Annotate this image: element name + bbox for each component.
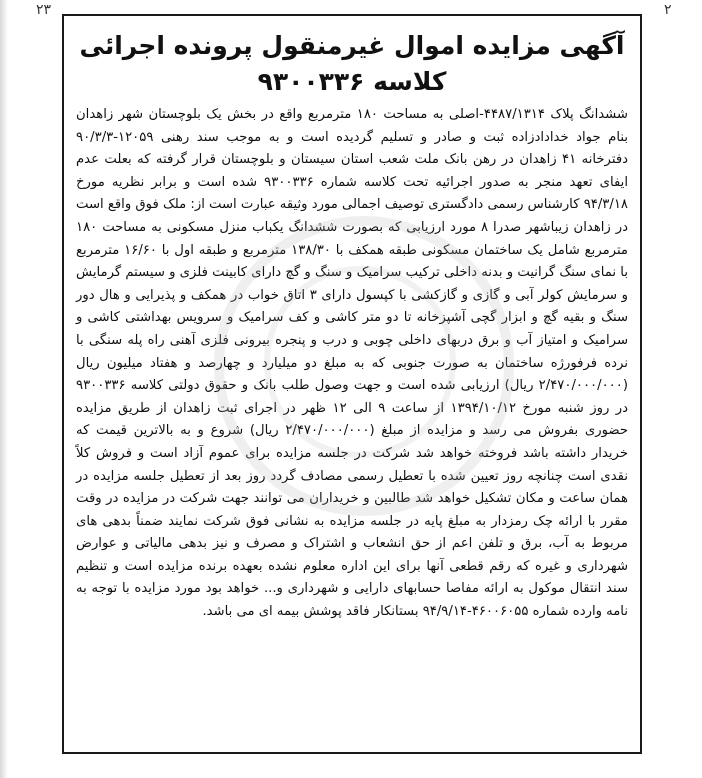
notice-body: ششدانگ پلاک ۴۴۸۷/۱۳۱۴-اصلی به مساحت ۱۸۰ مترمربع واقع در بخش یک بلوچستان شهر زاهدان بنام جواد خدادادزاده ثبت و صادر و تسلیم گردیده است و به موجب سند رهنی ۱۲۰۵۹-۹۰/۳/۳ دفترخانه ۴۱ زاهدان در رهن بانک ملت شعب استان سیستان و بلوچستان قرار گرفته که بعلت عدم ایفای تعهد منجر به صدور اجرائیه تحت کلاسه شماره ۹۳۰۰۳۳۶ شده است و برابر نظریه مورخ ۹۴/۳/۱۸ کارشناس رسمی دادگستری توصیف اجمالی مورد وثیقه عبارت است از: ملک فوق واقع است در زاهدان زیباشهر صدرا ۸ مورد ارزیابی که بصورت ششدانگ یکباب منزل مسکونی به مساحت ۱۸۰ مترمربع شامل یک ساختمان مسکونی طبقه همکف با ۱۳۸/۳۰ مترمربع و طبقه اول با ۱۶/۶۰ مترمربع با نمای سنگ گرانیت و بدنه داخلی ترکیب سرامیک و سنگ و گچ دارای کابینت فلزی و سیستم گرمایش و سرمایش کولر آبی و گازی و گازکشی با کپسول دارای ۳ اتاق خواب در همکف و پذیرایی و هال دور سنگ و بقیه گچ و ابزار گچی آشپزخانه تا دو متر کاشی و کف سرامیک و سرویس بهداشتی کاشی و سرامیک و امتیاز آب و برق دربهای داخلی چوبی و درب و پنجره بیرونی فلزی آهنی راه پله سنگی با نرده فرفورژه ساختمان به صورت جنوبی که به مبلغ دو میلیارد و چهارصد و هفتاد میلیون ریال (۲/۴۷۰/۰۰۰/۰۰۰ ریال) ارزیابی شده است و جهت وصول طلب بانک و حقوق دولتی کلاسه ۹۳۰۰۳۳۶ در روز شنبه مورخ ۱۳۹۴/۱۰/۱۲ از ساعت ۹ الی ۱۲ ظهر در اجرای ثبت زاهدان از طریق مزایده حضوری بفروش می رسد و مزایده از مبلغ (۲/۴۷۰/۰۰۰/۰۰۰ ریال) شروع و به بالاترین قیمت که خریدار داشته باشد فروخته خواهد شد شرکت در جلسه مزایده برای عموم آزاد است و فروش کلاً نقدی است چنانچه روز تعیین شده با تعطیل رسمی مصادف گردد روز بعد از تعطیل جلسه مزایده در همان ساعت و مکان تشکیل خواهد شد طالبین و خریداران می توانند جهت شرکت در مزایده در وقت مقرر با ارائه چک رمزدار به مبلغ پایه در جلسه مزایده به نشانی فوق شرکت نمایند ضمناً بدهی های مربوط به آب، برق و تلفن اعم از حق انشعاب و اشتراک و مصرف و نیز بدهی مالیاتی و عوارض شهرداری و غیره که رقم قطعی آنها برای این اداره معلوم نشده بعهده برنده مزایده است و تنظیم سند انتقال موکول به ارائه مفاصا حسابهای دارایی و شهرداری و... خواهد بود مورد مزایده با توجه به نامه وارده شماره ۴۶۰۰۶۰۵۵-۹۴/۹/۱۴ بستانکار فاقد پوشش بیمه ای می باشد. (76, 107, 629, 620)
notice-title: آگهی مزایده اموال غیرمنقول پرونده اجرائی (79, 31, 625, 60)
case-number-title: کلاسه ۹۳۰۰۳۳۶ (257, 67, 447, 96)
margin-mark-right: ۲ (664, 2, 672, 18)
margin-mark-left: ۲۳ (36, 2, 52, 18)
page-edge-shadow (0, 0, 8, 778)
notice-frame (62, 14, 642, 754)
